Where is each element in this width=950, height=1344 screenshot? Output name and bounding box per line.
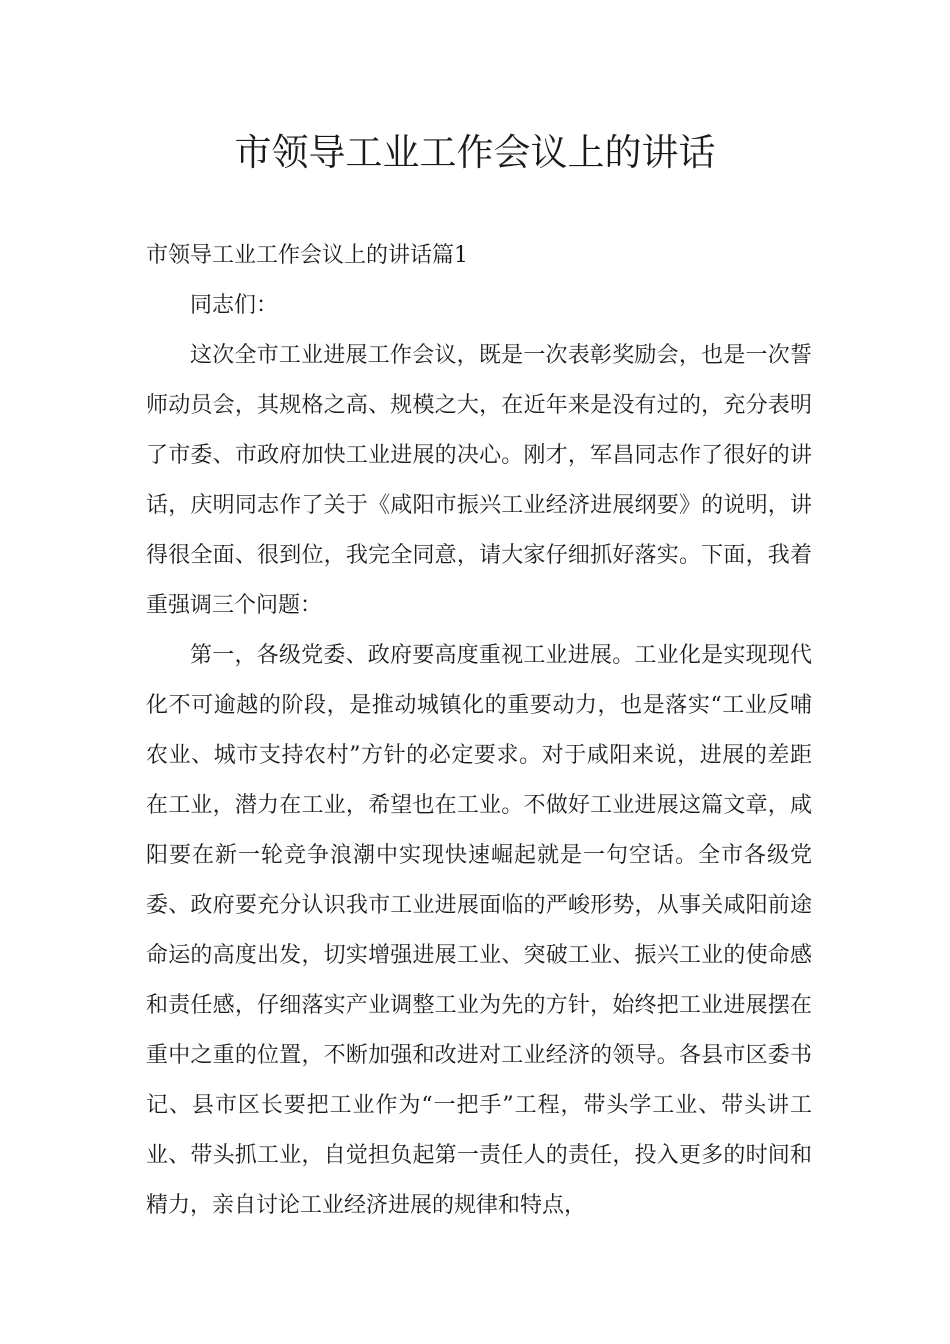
opening-paragraph: 这次全市工业进展工作会议，既是一次表彰奖励会，也是一次誓师动员会，其规格之高、规模之大，在近年来是没有过的，充分表明了市委、市政府加快工业进展的决心。刚才，军昌同志作了很好的讲话，庆明同志作了关于《咸阳市振兴工业经济进展纲要》的说明，讲得很全面、很到位，我完全同意，请大家仔细抓好落实。下面，我着重强调三个问题： <box>146 343 812 618</box>
document-body <box>146 231 812 1231</box>
section-heading: 市领导工业工作会议上的讲话篇1 <box>146 243 468 268</box>
salutation-paragraph: 同志们： <box>190 293 279 318</box>
first-point-paragraph: 第一，各级党委、政府要高度重视工业进展。工业化是实现现代化不可逾越的阶段，是推动城镇化的重要动力，也是落实“工业反哺农业、城市支持农村”方针的必定要求。对于咸阳来说，进展的差距在工业，潜力在工业，希望也在工业。不做好工业进展这篇文章，咸阳要在新一轮竞争浪潮中实现快速崛起就是一句空话。全市各级党委、政府要充分认识我市工业进展面临的严峻形势，从事关咸阳前途命运的高度出发，切实增强进展工业、突破工业、振兴工业的使命感和责任感，仔细落实产业调整工业为先的方针，始终把工业进展摆在重中之重的位置，不断加强和改进对工业经济的领导。各县市区委书记、县市区长要把工业作为“一把手”工程，带头学工业、带头讲工业、带头抓工业，自觉担负起第一责任人的责任，投入更多的时间和精力，亲自讨论工业经济进展的规律和特点， <box>146 643 812 1218</box>
document-title: 市领导工业工作会议上的讲话 <box>234 131 716 174</box>
